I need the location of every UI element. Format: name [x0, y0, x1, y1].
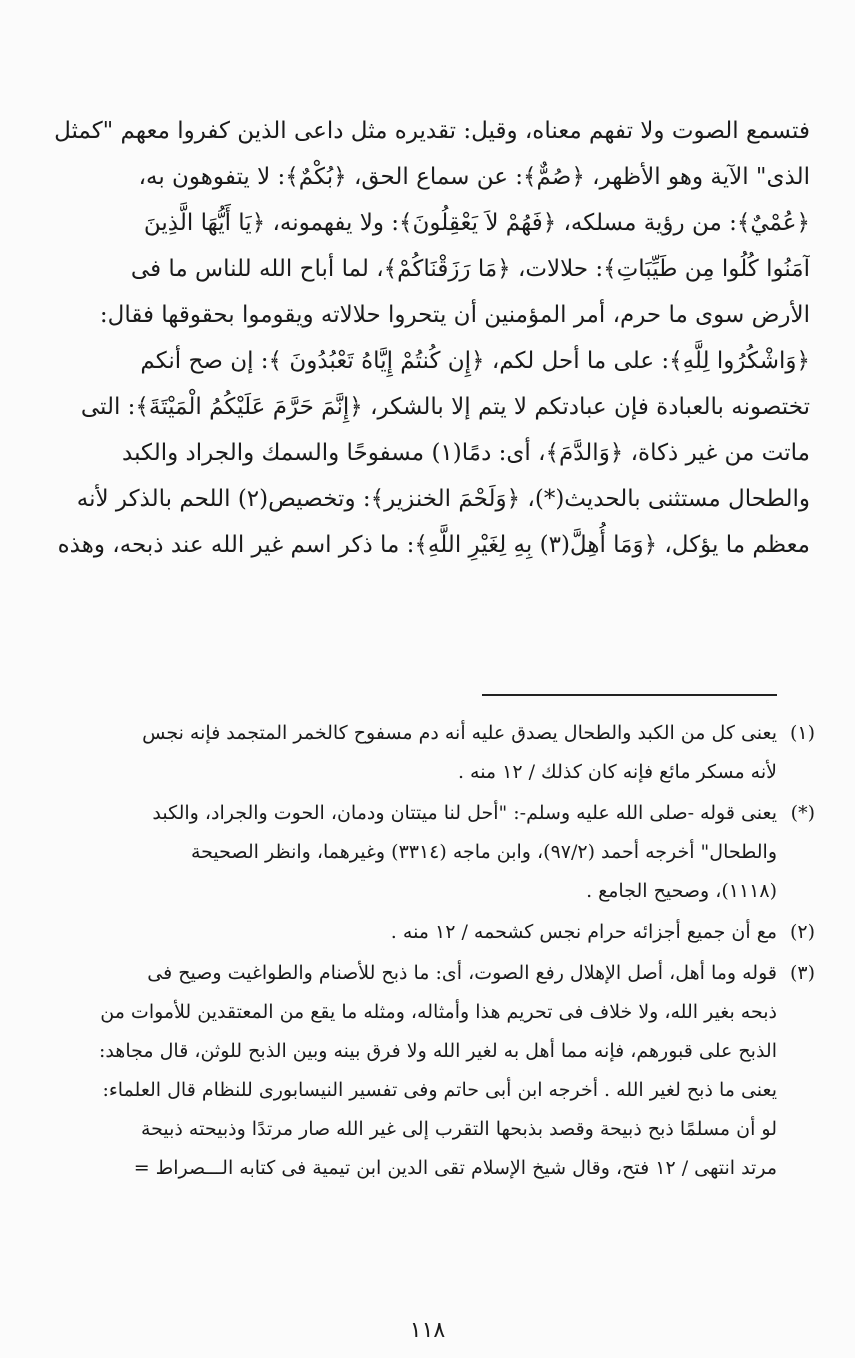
page-number: ١١٨ — [409, 1318, 446, 1343]
footnote-1 — [40, 714, 815, 792]
footnote-line: الذبح على قبورهم، فإنه مما أهل به لغير الله ولا فرق بينه وبين الذبح للوثن، قال مجاهد: — [98, 1040, 777, 1062]
main-line: ﴿وَاشْكُرُوا لِلَّهِ﴾: على ما أحل لكم، ﴿إِن كُنتُمْ إِيَّاهُ تَعْبُدُونَ ﴾: إن صح أنكم — [140, 348, 810, 374]
footnote-line: (١١١٨)، وصحيح الجامع . — [586, 880, 777, 902]
footnote-line: ذبحه بغير الله، ولا خلاف فى تحريم هذا وأمثاله، ومثله ما يقع من المعتقدين للأموات من — [100, 1001, 777, 1023]
footnote-body — [40, 714, 777, 792]
main-line: آمَنُوا كُلُوا مِن طَيِّبَاتِ﴾: حلالات، ﴿مَا رَزَقْنَاكُمْ﴾، لما أباح الله للناس ما فى — [130, 256, 810, 282]
main-line: معظم ما يؤكل، ﴿وَمَا أُهِلَّ(٣) بِهِ لِغَيْرِ اللَّهِ﴾: ما ذكر اسم غير الله عند ذبحه، وهذه — [57, 532, 810, 558]
footnote-number: (٢) — [789, 921, 815, 943]
footnote-body — [40, 954, 777, 1188]
footnote-number: (١) — [789, 722, 815, 744]
main-line: تختصونه بالعبادة فإن عبادتكم لا يتم إلا بالشكر، ﴿إِنَّمَ حَرَّمَ عَلَيْكُمُ الْمَيْتَةَ﴾: التى — [80, 394, 810, 420]
footnote-line: مع أن جميع أجزائه حرام نجس كشحمه / ١٢ منه . — [390, 921, 777, 943]
main-line: والطحال مستثنى بالحديث(*)، ﴿وَلَحْمَ الخنزير﴾: وتخصيص(٢) اللحم بالذكر لأنه — [76, 486, 810, 512]
footnotes — [40, 714, 815, 1190]
footnote-line: قوله وما أهل، أصل الإهلال رفع الصوت، أى: ما ذبح للأصنام والطواغيت وصيح فى — [147, 962, 777, 984]
footnote-line: يعنى كل من الكبد والطحال يصدق عليه أنه دم مسفوح كالخمر المتجمد فإنه نجس — [142, 722, 777, 744]
footnote-line: والطحال" أخرجه أحمد (٩٧/٢)، وابن ماجه (٣٣١٤) وغيرهما، وانظر الصحيحة — [190, 841, 777, 863]
footnote-line: مرتد انتهى / ١٢ فتح، وقال شيخ الإسلام تقى الدين ابن تيمية فى كتابه الـــصراط = — [133, 1157, 777, 1179]
footnote-separator — [482, 694, 777, 696]
footnote-line: يعنى قوله -صلى الله عليه وسلم-: "أحل لنا ميتتان ودمان، الحوت والجراد، والكبد — [152, 802, 777, 824]
footnote-2 — [40, 913, 815, 952]
main-line: فتسمع الصوت ولا تفهم معناه، وقيل: تقديره مثل داعى الذين كفروا معهم "كمثل — [54, 118, 810, 144]
footnote-star — [40, 794, 815, 911]
footnote-3 — [40, 954, 815, 1188]
main-line: الذى" الآية وهو الأظهر، ﴿صُمٌّ﴾: عن سماع الحق، ﴿بُكْمٌ﴾: لا يتفوهون به، — [138, 164, 810, 190]
footnote-number: (٣) — [789, 962, 815, 984]
footnote-line: يعنى ما ذبح لغير الله . أخرجه ابن أبى حاتم وفى تفسير النيسابورى للنظام قال العلماء: — [102, 1079, 777, 1101]
main-line: ماتت من غير ذكاة، ﴿وَالدَّمَ﴾، أى: دمًا(١) مسفوحًا والسمك والجراد والكبد — [122, 440, 810, 466]
footnote-number: (*) — [790, 802, 815, 824]
main-line: الأرض سوى ما حرم، أمر المؤمنين أن يتحروا حلالاته ويقوموا بحقوقها فقال: — [99, 302, 810, 328]
footnote-line: لأنه مسكر مائع فإنه كان كذلك / ١٢ منه . — [457, 761, 777, 783]
main-line: ﴿عُمْيٌ﴾: من رؤية مسلكه، ﴿فَهُمْ لاَ يَعْقِلُونَ﴾: ولا يفهمونه، ﴿يَا أَيُّهَا الَّذِينَ — [143, 210, 810, 236]
main-text — [45, 108, 810, 568]
footnote-line: لو أن مسلمًا ذبح ذبيحة وقصد بذبحها التقرب إلى غير الله صار مرتدًا وذبيحته ذبيحة — [140, 1118, 777, 1140]
footnote-body — [40, 913, 777, 952]
footnote-body — [40, 794, 777, 911]
